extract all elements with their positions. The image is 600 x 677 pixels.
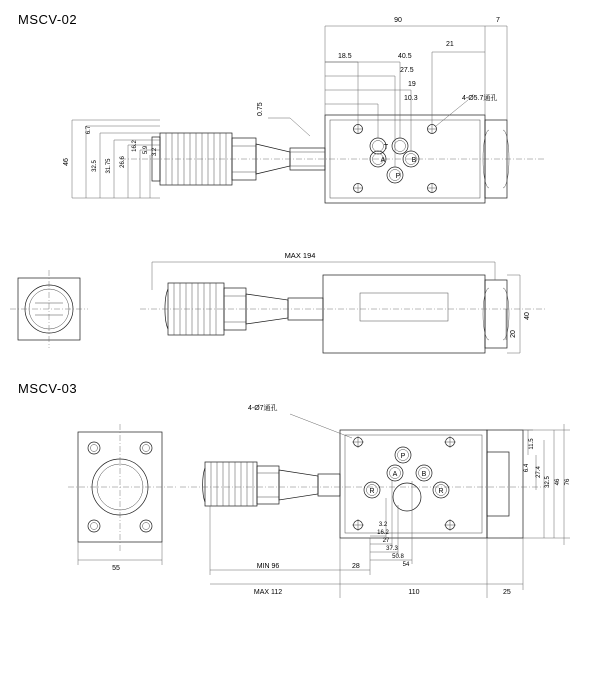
dim-max-112: MAX 112 (253, 589, 283, 596)
dim-0-75: 0.75 (257, 102, 264, 116)
dim-25: 25 (503, 589, 511, 596)
note-4x7-hole: 4-Ø7通孔 (248, 405, 278, 412)
dim-55: 55 (112, 565, 120, 572)
dim-27-4: 27.4 (536, 466, 542, 478)
dim-31-75: 31.75 (106, 158, 112, 174)
view-mscv02-top (63, 17, 545, 203)
view-mscv02-front (10, 251, 545, 353)
svg-text:B: B (411, 157, 417, 164)
dim-40: 40 (524, 312, 531, 320)
svg-text:P: P (395, 173, 401, 180)
dim-6-7: 6.7 (86, 125, 92, 135)
svg-text:A: A (380, 157, 386, 164)
dim-27: 27 (382, 538, 390, 544)
dim-46-b: 46 (555, 478, 561, 486)
dim-32-5: 32.5 (92, 160, 98, 172)
svg-text:T: T (383, 144, 389, 151)
dim-18-5: 18.5 (338, 53, 352, 60)
dim-46: 46 (63, 158, 70, 166)
dim-110: 110 (408, 589, 420, 596)
dim-32-5-b: 32.5 (545, 476, 551, 488)
dim-21: 21 (446, 41, 454, 48)
note-4x5-7-hole: 4-Ø5.7通孔 (462, 95, 498, 102)
dim-16-2-b: 16.2 (377, 530, 389, 536)
dim-27-5: 27.5 (400, 67, 414, 74)
dim-max-194: MAX 194 (284, 251, 316, 260)
dim-90: 90 (394, 17, 402, 24)
dim-19: 19 (408, 81, 416, 88)
dim-37-3: 37.3 (386, 546, 398, 552)
svg-text:A: A (392, 471, 398, 478)
dim-40-5: 40.5 (398, 53, 412, 60)
dim-3-2: 3.2 (152, 147, 158, 157)
dim-10-3: 10.3 (404, 95, 418, 102)
dim-26-6: 26.6 (120, 156, 126, 168)
dim-20: 20 (510, 330, 517, 338)
dim-3-2-b: 3.2 (378, 522, 388, 528)
dim-6-4: 6.4 (524, 463, 530, 473)
dim-50-8: 50.8 (392, 554, 404, 560)
dim-54: 54 (402, 562, 410, 568)
svg-text:P: P (400, 453, 406, 460)
dim-76: 76 (565, 478, 571, 486)
dim-7: 7 (496, 17, 500, 24)
svg-text:R: R (438, 488, 444, 495)
dim-28: 28 (352, 563, 360, 570)
section-title-mscv-02: MSCV-02 (18, 12, 78, 27)
view-mscv03 (68, 403, 571, 598)
dim-5-9: 5.9 (143, 145, 149, 155)
dim-min-96: MIN 96 (256, 563, 280, 570)
section-title-mscv-03: MSCV-03 (18, 381, 78, 396)
dim-11-5: 11.5 (529, 438, 535, 450)
svg-text:B: B (421, 471, 427, 478)
dim-16-2: 16.2 (132, 140, 138, 152)
svg-text:R: R (369, 488, 375, 495)
